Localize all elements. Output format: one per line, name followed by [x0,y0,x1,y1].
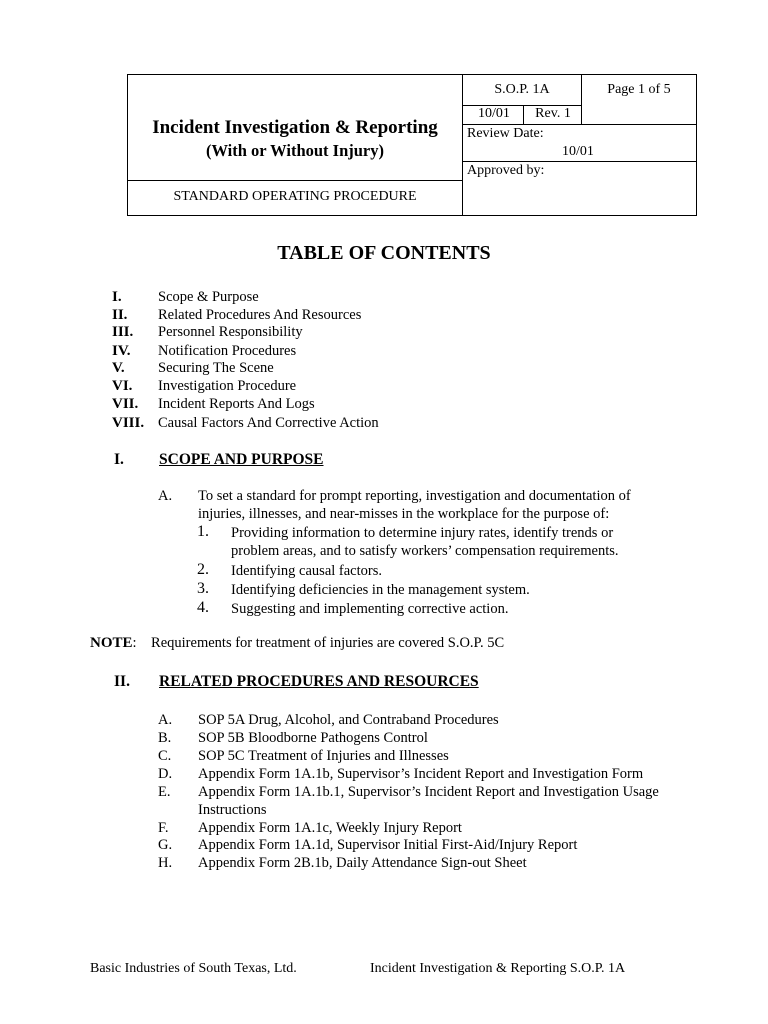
list-item-number: 3. [197,580,209,597]
list-item [197,561,677,579]
list-item-letter: H. [158,855,173,871]
section-title: RELATED PROCEDURES AND RESOURCES [159,673,479,690]
list-item-text: SOP 5A Drug, Alcohol, and Contraband Procedures [198,712,499,728]
list-item-text: Identifying deficiencies in the management system. [231,582,530,598]
list-item-text: Appendix Form 1A.1d, Supervisor Initial First-Aid/Injury Report [198,837,578,853]
header-divider [128,180,462,181]
issue-date: 10/01 [478,106,510,121]
toc-item-label: Notification Procedures [158,343,297,359]
header-divider [463,161,696,162]
list-item-letter: G. [158,837,173,853]
toc-item-number: VIII. [112,415,145,431]
list-item-text: Instructions [198,802,267,818]
item-text: injuries, illnesses, and near-misses in the workplace for the purpose of: [198,506,610,522]
page-indicator: Page 1 of 5 [607,82,671,97]
toc-title: TABLE OF CONTENTS [277,242,491,264]
list-item-letter: C. [158,748,172,764]
list-item-text: SOP 5B Bloodborne Pathogens Control [198,730,428,746]
list-item-text: Identifying causal factors. [231,563,382,579]
document-type: STANDARD OPERATING PROCEDURE [173,189,417,204]
toc-item-number: I. [112,289,122,305]
toc-item-number: V. [112,360,125,376]
footer-document-ref: Incident Investigation & Reporting S.O.P. 1A [370,961,626,976]
list-item-text: Appendix Form 1A.1b, Supervisor’s Incident Report and Investigation Form [198,766,644,782]
list-item-number: 2. [197,561,209,578]
toc-item-number: II. [112,307,128,323]
toc-item-label: Causal Factors And Corrective Action [158,415,379,431]
toc-item-number: VII. [112,396,139,412]
note-colon: : [132,635,152,651]
review-date-value: 10/01 [562,144,594,159]
item-text: To set a standard for prompt reporting, investigation and documentation of [198,488,631,504]
toc-item-number: III. [112,324,134,340]
toc-item-label: Scope & Purpose [158,289,259,305]
note-label: NOTE [90,635,133,651]
section-number: II. [114,673,130,690]
list-item-text: Providing information to determine injury rates, identify trends or [231,525,614,541]
list-item-text: Appendix Form 1A.1c, Weekly Injury Report [198,820,462,836]
list-item-text: Suggesting and implementing corrective action. [231,601,509,617]
section-title: SCOPE AND PURPOSE [159,451,324,468]
list-item-letter: B. [158,730,172,746]
sop-number: S.O.P. 1A [494,82,550,97]
document-subtitle: (With or Without Injury) [205,141,385,160]
list-item-letter: E. [158,784,171,800]
list-item-text: SOP 5C Treatment of Injuries and Illnesses [198,748,449,764]
revision-number: Rev. 1 [535,106,571,121]
note-text: Requirements for treatment of injuries are covered S.O.P. 5C [151,635,505,651]
toc-item-label: Securing The Scene [158,360,274,376]
list-item-text: Appendix Form 2B.1b, Daily Attendance Sign-out Sheet [198,855,527,871]
footer-company: Basic Industries of South Texas, Ltd. [90,961,297,976]
list-item-number: 4. [197,599,209,616]
list-item-letter: F. [158,820,169,836]
list-item-number: 1. [197,523,209,540]
list-item-text: Appendix Form 1A.1b.1, Supervisor’s Incident Report and Investigation Usage [198,784,659,800]
toc-item-label: Investigation Procedure [158,378,297,394]
approved-by-label: Approved by: [467,163,545,178]
list-item [197,599,677,617]
toc-item-number: IV. [112,343,131,359]
list-item-letter: A. [158,712,173,728]
document-title: Incident Investigation & Reporting [152,117,438,138]
toc-item-number: VI. [112,378,133,394]
sop-header-table [127,74,697,216]
list-item [197,580,677,598]
toc-item-label: Personnel Responsibility [158,324,303,340]
header-divider [463,124,696,125]
section-number: I. [114,451,124,468]
toc-item-label: Incident Reports And Logs [158,396,315,412]
review-date-label: Review Date: [467,126,544,141]
toc-item-label: Related Procedures And Resources [158,307,362,323]
note [90,635,504,652]
list-item [197,523,677,559]
list-item-text: problem areas, and to satisfy workers’ compensation requirements. [231,543,619,559]
item-letter: A. [158,488,173,504]
list-item-letter: D. [158,766,173,782]
